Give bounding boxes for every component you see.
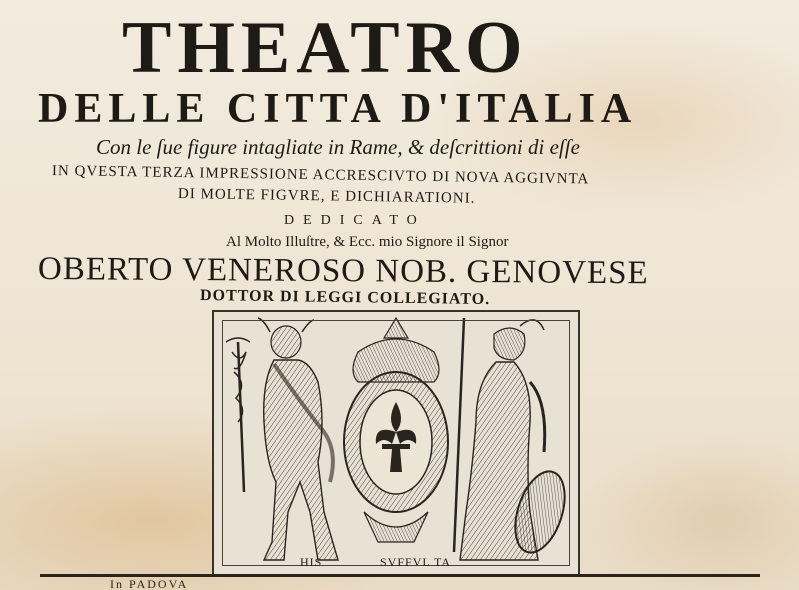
engraving-border [222,320,570,566]
description-line: Con le ſue figure intagliate in Rame, & deſcrittioni di eſſe [96,135,580,159]
dedicatee-name: OBERTO VENEROSO NOB. GENOVESE [37,251,649,292]
book-subtitle: DELLE CITTA D'ITALIA [38,86,638,132]
dedicatee-title: DOTTOR DI LEGGI COLLEGIATO. [199,287,491,309]
motto-left: HIS [300,555,323,569]
dedication-line: Al Molto Illuſtre, & Ecc. mio Signore il Signor [226,234,509,250]
imprint-line: In PADOVA [110,577,189,590]
motto-right: SVFFVL TA [380,555,452,569]
edition-line-continued: DI MOLTE FIGVRE, E DICHIARATIONI. [177,186,476,207]
book-title: THEATRO [122,7,529,89]
edition-line: IN QVESTA TERZA IMPRESSIONE ACCRESCIVTO DI NOVA AGGIVNTA [51,163,590,188]
dedication-heading: DEDICATO [284,213,426,228]
printers-device-engraving [212,310,580,576]
